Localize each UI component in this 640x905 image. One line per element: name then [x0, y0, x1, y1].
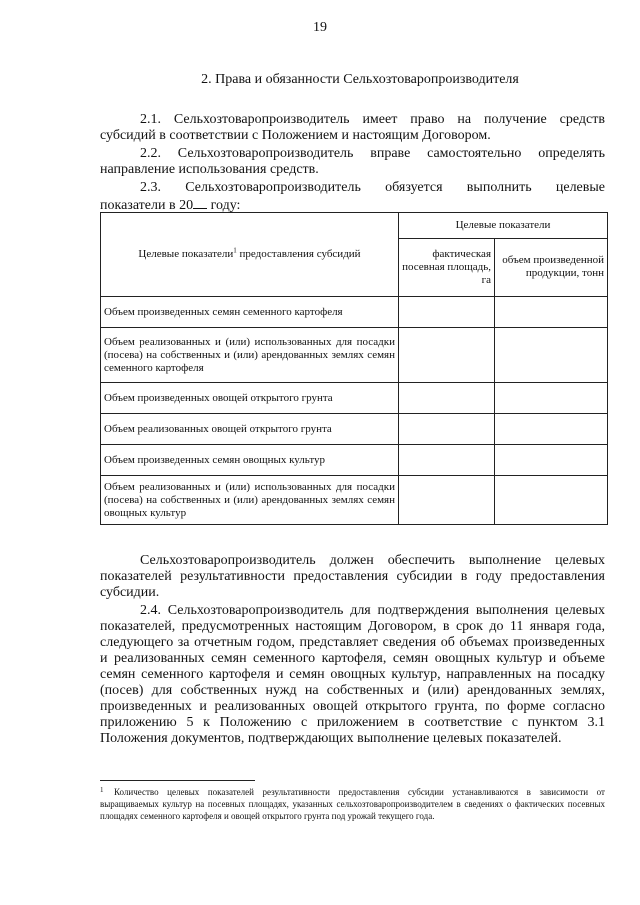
header-indicator-name: Целевые показатели$^1$ предоставления субсидий: [101, 213, 399, 297]
year-prefix: показатели в 20: [100, 198, 194, 213]
year-blank: [193, 196, 207, 209]
table-row: [101, 476, 608, 525]
paragraph-2-2: 2.2. Сельхозтоваропроизводитель вправе самостоятельно определять направление использования средств.: [100, 146, 605, 177]
footnote: [100, 786, 605, 822]
footnote-mark: 1: [100, 786, 104, 794]
table-row: [101, 414, 608, 445]
footnote-ref: 1: [233, 246, 237, 255]
paragraph-2-4: 2.4. Сельхозтоваропроизводитель для подтверждения выполнения целевых показателей, предусмотренных настоящим Договором, в срок до 11 января года, следующего за отчетным годом, представляет сведения об объемах произведенных и реализованных семян семенного картофеля, семян овощных культур и объеме семян семенного картофеля и семян овощных культур, направленных на посадку (посев) для собственных нужд на собственных и (или) арендованных землях, произведенных и реализованных овощей открытого грунта, по форме согласно приложению 5 к Положению с приложением в соответствие с пунктом 3.1 Положения документов, подтверждающих выполнение целевых показателей.: [100, 603, 605, 746]
table-row: [101, 383, 608, 414]
paragraph-2-1: 2.1. Сельхозтоваропроизводитель имеет право на получение средств субсидий в соответствии с Положением и настоящим Договором.: [100, 112, 605, 143]
row-area-cell: [399, 476, 495, 525]
header-indicator-group: Целевые показатели: [399, 213, 608, 239]
year-suffix: году:: [207, 198, 241, 213]
row-name: Объем реализованных и (или) использованных для посадки (посева) на собственных и (или) арендованных землях семян семенного картофеля: [101, 328, 399, 383]
header-volume: объем произведенной продукции, тонн: [495, 238, 608, 296]
target-indicators-table: [100, 212, 608, 525]
row-volume-cell: [495, 328, 608, 383]
row-name: Объем произведенных семян семенного картофеля: [101, 297, 399, 328]
table-row: [101, 445, 608, 476]
row-volume-cell: [495, 445, 608, 476]
row-name: Объем реализованных и (или) использованных для посадки (посева) на собственных и (или) арендованных землях семян овощных культур: [101, 476, 399, 525]
row-volume-cell: [495, 414, 608, 445]
row-volume-cell: [495, 476, 608, 525]
section-title: 2. Права и обязанности Сельхозтоваропроизводителя: [201, 72, 519, 87]
row-volume-cell: [495, 297, 608, 328]
row-area-cell: [399, 414, 495, 445]
footnote-separator: [100, 780, 255, 781]
row-area-cell: [399, 445, 495, 476]
footnote-text: Количество целевых показателей результативности предоставления субсидии устанавливаются в зависимости от выращиваемых культур на посевных площадях, указанных сельхозтоваропроизводителем в сведениях о фактических посевных площадях семенного картофеля и овощей открытого грунта под урожай текущего года.: [100, 787, 605, 821]
paragraph-2-3-line1: 2.3. Сельхозтоваропроизводитель обязуется выполнить целевые: [140, 180, 605, 195]
paragraph-after-table: Сельхозтоваропроизводитель должен обеспечить выполнение целевых показателей результативности предоставления субсидии в году предоставления субсидии.: [100, 553, 605, 600]
row-area-cell: [399, 297, 495, 328]
row-volume-cell: [495, 383, 608, 414]
page-number: 19: [313, 20, 327, 35]
row-area-cell: [399, 383, 495, 414]
row-name: Объем реализованных овощей открытого грунта: [101, 414, 399, 445]
row-area-cell: [399, 328, 495, 383]
row-name: Объем произведенных семян овощных культур: [101, 445, 399, 476]
header-area: фактическая посевная площадь, га: [399, 238, 495, 296]
row-name: Объем произведенных овощей открытого грунта: [101, 383, 399, 414]
table-row: [101, 328, 608, 383]
table-row: [101, 297, 608, 328]
